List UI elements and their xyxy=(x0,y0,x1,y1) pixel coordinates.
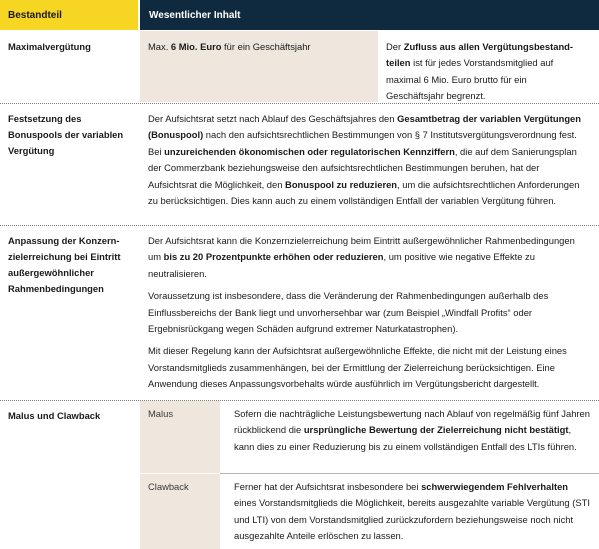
clawback-bold: schwerwiegendem Fehlverhalten xyxy=(421,481,569,492)
bonuspool-text-3: , die auf dem Sanierungsplan der Commerzbank beziehungsweise den aufsichtsrechtlichen Bestimmungen beruhen, hat der Aufsichtsrat die Möglichkeit, den xyxy=(148,145,577,190)
bonuspool-bold-1: Gesamtbetrag der variablen Vergütungen (Bonuspool) xyxy=(148,113,581,141)
malus-bold: ursprüngliche Bewertung der Zielerreichung nicht bestätigt xyxy=(303,424,569,436)
anpassung-p1-bold: bis zu 20 Prozentpunkte erhöhen oder reduzieren xyxy=(163,251,384,263)
header-component-label: Bestandteil xyxy=(8,9,62,21)
subrow-divider xyxy=(220,473,599,474)
anpassung-text xyxy=(148,233,590,393)
row-label-maximal: Maximalvergütung xyxy=(8,41,91,52)
sublabel-malus: Malus xyxy=(148,408,174,419)
row-label-malus-clawback: Malus und Clawback xyxy=(8,410,101,421)
maximal-value xyxy=(148,39,374,55)
bonuspool-bold-3: Bonuspool zu reduzieren xyxy=(285,178,398,190)
sublabel-divider xyxy=(140,473,220,474)
maximal-value-text-a: Max. xyxy=(148,41,171,52)
row-divider xyxy=(0,225,599,226)
bonuspool-text-1: Der Aufsichtsrat setzt nach Ablauf des Geschäftsjahres den xyxy=(148,113,398,124)
maximal-note xyxy=(386,39,586,105)
row-label-bonuspool: Festsetzung des Bonuspools der variablen Vergütung xyxy=(8,113,124,156)
malus-text xyxy=(234,406,592,455)
clawback-text xyxy=(234,479,592,545)
header-component xyxy=(0,0,138,30)
malus-sublabel-column xyxy=(140,401,220,549)
bonuspool-bold-2: unzureichenden ökonomischen oder regulatorischen Kennziffern xyxy=(164,145,455,157)
maximal-value-amount: 6 Mio. Euro xyxy=(170,41,222,52)
maximal-note-bold: Zufluss aus allen Vergütungsbestandteilen xyxy=(386,41,574,69)
anpassung-p1-text-a: Der Aufsichtsrat kann die Konzernzielerreichung beim Eintritt außergewöhnlicher Rahmenbedingungen um xyxy=(148,235,575,263)
header-content-label: Wesentlicher Inhalt xyxy=(149,9,241,21)
clawback-text-a: Ferner hat der Aufsichtsrat insbesondere bei xyxy=(234,481,422,492)
anpassung-paragraph-3: Mit dieser Regelung kann der Aufsichtsrat außergewöhnliche Effekte, die nicht mit der Leistung eines Vorstandsmitglieds zusammenhängen, bei der Ermittlung der Zielerreichung berücksichtigen. Eine Anwendung dieses Anpassungsvorbehalts würde ausführlich im Vergütungsbericht dargestellt. xyxy=(148,345,567,390)
maximal-value-text-b: für ein Geschäftsjahr xyxy=(221,41,311,52)
anpassung-paragraph-2: Voraussetzung ist insbesondere, dass die Veränderung der Rahmenbedingungen außerhalb des Einflussbereichs der Bank liegt und unvorhersehbar war (zum Beispiel „Windfall Profits“ oder Ergebnisrückgang wegen Schäden aufgrund extremer Naturkatastrophen). xyxy=(148,290,549,335)
bonuspool-text-2: nach den aufsichtsrechtlichen Bestimmungen von § 7 Institutsvergütungsverordnung fest. Bei xyxy=(148,129,577,157)
bonuspool-text xyxy=(148,111,590,209)
header-content xyxy=(140,0,599,30)
row-divider xyxy=(0,400,599,401)
anpassung-p1-text-b: , um positive wie negative Effekte zu neutralisieren. xyxy=(148,251,535,279)
anpassung-paragraph-1 xyxy=(148,233,590,282)
row-divider xyxy=(0,103,599,104)
bonuspool-text-4: , um die aufsichtsrechtlichen Anforderungen zu berücksichtigen. Dies kann auch zu einem vollständigen Entfall der variablen Vergütung führen. xyxy=(148,178,580,207)
maximal-note-text-a: Der xyxy=(386,41,404,52)
malus-text-a: Sofern die nachträgliche Leistungsbewertung nach Ablauf von regelmäßig fünf Jahren rückblickend die xyxy=(234,408,590,436)
clawback-text-b: eines Vorstandsmitglieds die Möglichkeit, bereits ausgezahlte variable Vergütung (STI und LTI) von dem Vorstandsmitglied zurückzufordern beziehungsweise noch nicht ausgezahlte Anteile erlöschen zu lassen. xyxy=(234,497,590,542)
sublabel-clawback: Clawback xyxy=(148,481,189,492)
row-label-anpassung: Anpassung der Konzernzielerreichung bei Eintritt außergewöhnlicher Rahmenbedingungen xyxy=(8,235,121,294)
malus-text-b: , kann dies zu einer Reduzierung bis zu einem vollständigen Entfall des LTIs führen. xyxy=(234,424,577,452)
maximal-note-text-b: ist für jedes Vorstandsmitglied auf maximal 6 Mio. Euro brutto für ein Geschäftsjahr begrenzt. xyxy=(386,57,554,102)
